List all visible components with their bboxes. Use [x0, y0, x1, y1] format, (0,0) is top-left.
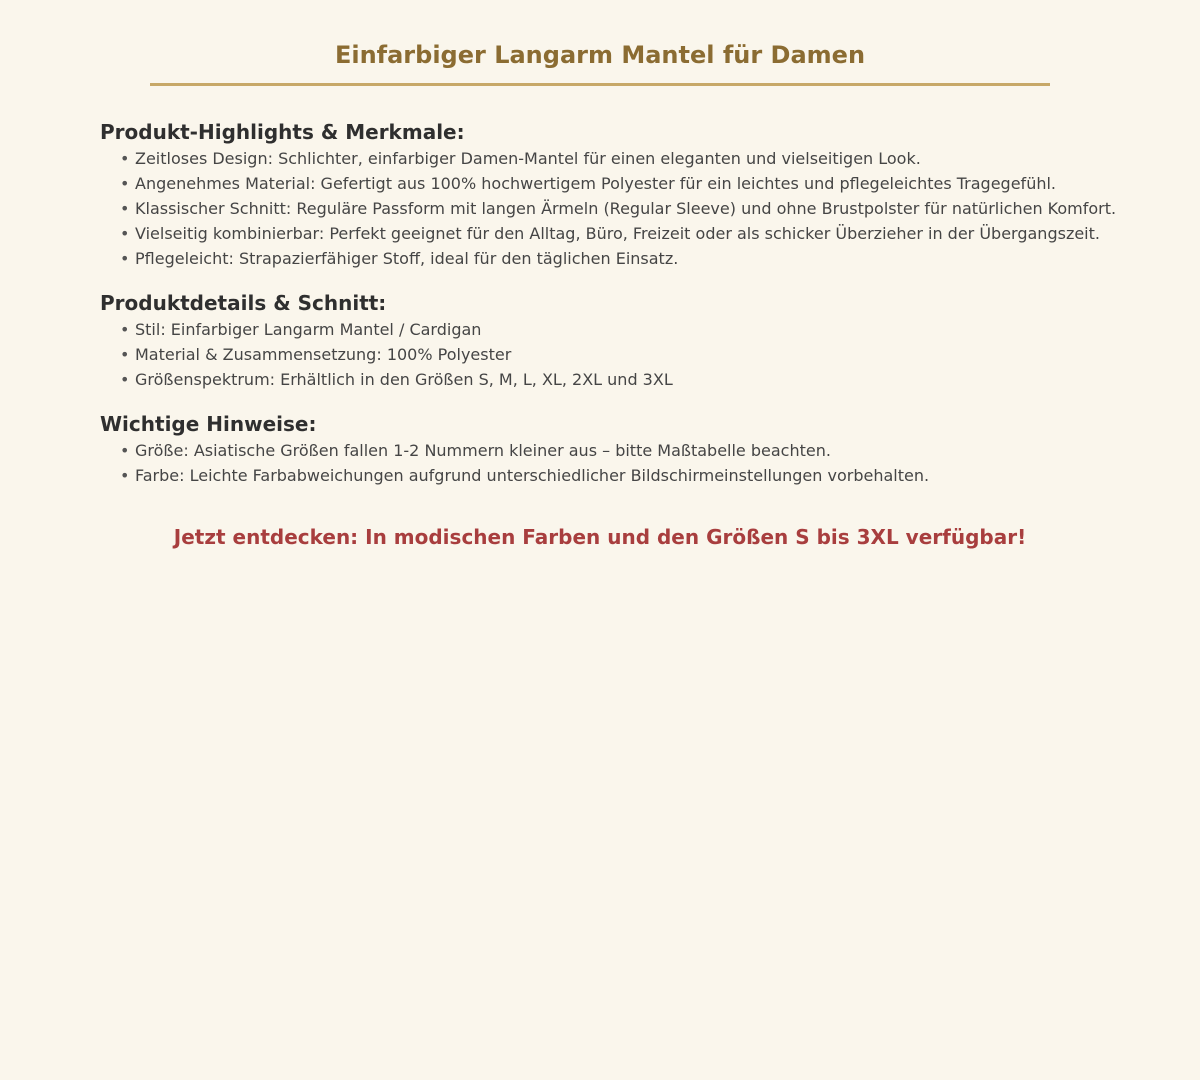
list-item	[100, 317, 1140, 342]
bullet-icon: •	[120, 224, 130, 243]
bullet-icon: •	[120, 320, 130, 339]
section-product-details	[100, 289, 1140, 392]
details-list	[100, 317, 1140, 392]
highlights-list	[100, 146, 1140, 271]
list-item	[100, 221, 1140, 246]
bullet-icon: •	[120, 199, 130, 218]
page-title: Einfarbiger Langarm Mantel für Damen	[334, 41, 866, 69]
list-item-text: Zeitloses Design: Schlichter, einfarbiger Damen-Mantel für einen eleganten und vielseitigen Look.	[135, 149, 921, 168]
list-item	[100, 438, 1140, 463]
list-item-text: Größenspektrum: Erhältlich in den Größen S, M, L, XL, 2XL und 3XL	[135, 370, 673, 389]
description-content	[100, 118, 1140, 506]
list-item	[100, 463, 1140, 488]
call-to-action: Jetzt entdecken: In modischen Farben und den Größen S bis 3XL verfügbar!	[173, 525, 1027, 549]
section-heading: Produktdetails & Schnitt:	[100, 291, 387, 315]
section-notes	[100, 410, 1140, 488]
list-item-text: Stil: Einfarbiger Langarm Mantel / Cardigan	[135, 320, 482, 339]
list-item-text: Angenehmes Material: Gefertigt aus 100% hochwertigem Polyester für ein leichtes und pflegeleichtes Tragegefühl.	[135, 174, 1056, 193]
list-item-text: Pflegeleicht: Strapazierfähiger Stoff, ideal für den täglichen Einsatz.	[135, 249, 679, 268]
bullet-icon: •	[120, 345, 130, 364]
bullet-icon: •	[120, 466, 130, 485]
list-item	[100, 342, 1140, 367]
list-item	[100, 171, 1140, 196]
list-item-text: Klassischer Schnitt: Reguläre Passform mit langen Ärmeln (Regular Sleeve) und ohne Brustpolster für natürlichen Komfort.	[135, 199, 1117, 218]
notes-list	[100, 438, 1140, 488]
list-item	[100, 367, 1140, 392]
list-item-text: Vielseitig kombinierbar: Perfekt geeignet für den Alltag, Büro, Freizeit oder als schicker Überzieher in der Übergangszeit.	[135, 224, 1100, 243]
title-divider	[150, 83, 1050, 86]
list-item-text: Farbe: Leichte Farbabweichungen aufgrund unterschiedlicher Bildschirmeinstellungen vorbehalten.	[135, 466, 930, 485]
bullet-icon: •	[120, 174, 130, 193]
bullet-icon: •	[120, 441, 130, 460]
list-item	[100, 146, 1140, 171]
section-highlights	[100, 118, 1140, 271]
list-item-text: Größe: Asiatische Größen fallen 1-2 Nummern kleiner aus – bitte Maßtabelle beachten.	[135, 441, 831, 460]
list-item	[100, 246, 1140, 271]
section-heading: Wichtige Hinweise:	[100, 412, 317, 436]
list-item	[100, 196, 1140, 221]
bullet-icon: •	[120, 149, 130, 168]
bullet-icon: •	[120, 370, 130, 389]
bullet-icon: •	[120, 249, 130, 268]
list-item-text: Material & Zusammensetzung: 100% Polyester	[135, 345, 512, 364]
section-heading: Produkt-Highlights & Merkmale:	[100, 120, 465, 144]
